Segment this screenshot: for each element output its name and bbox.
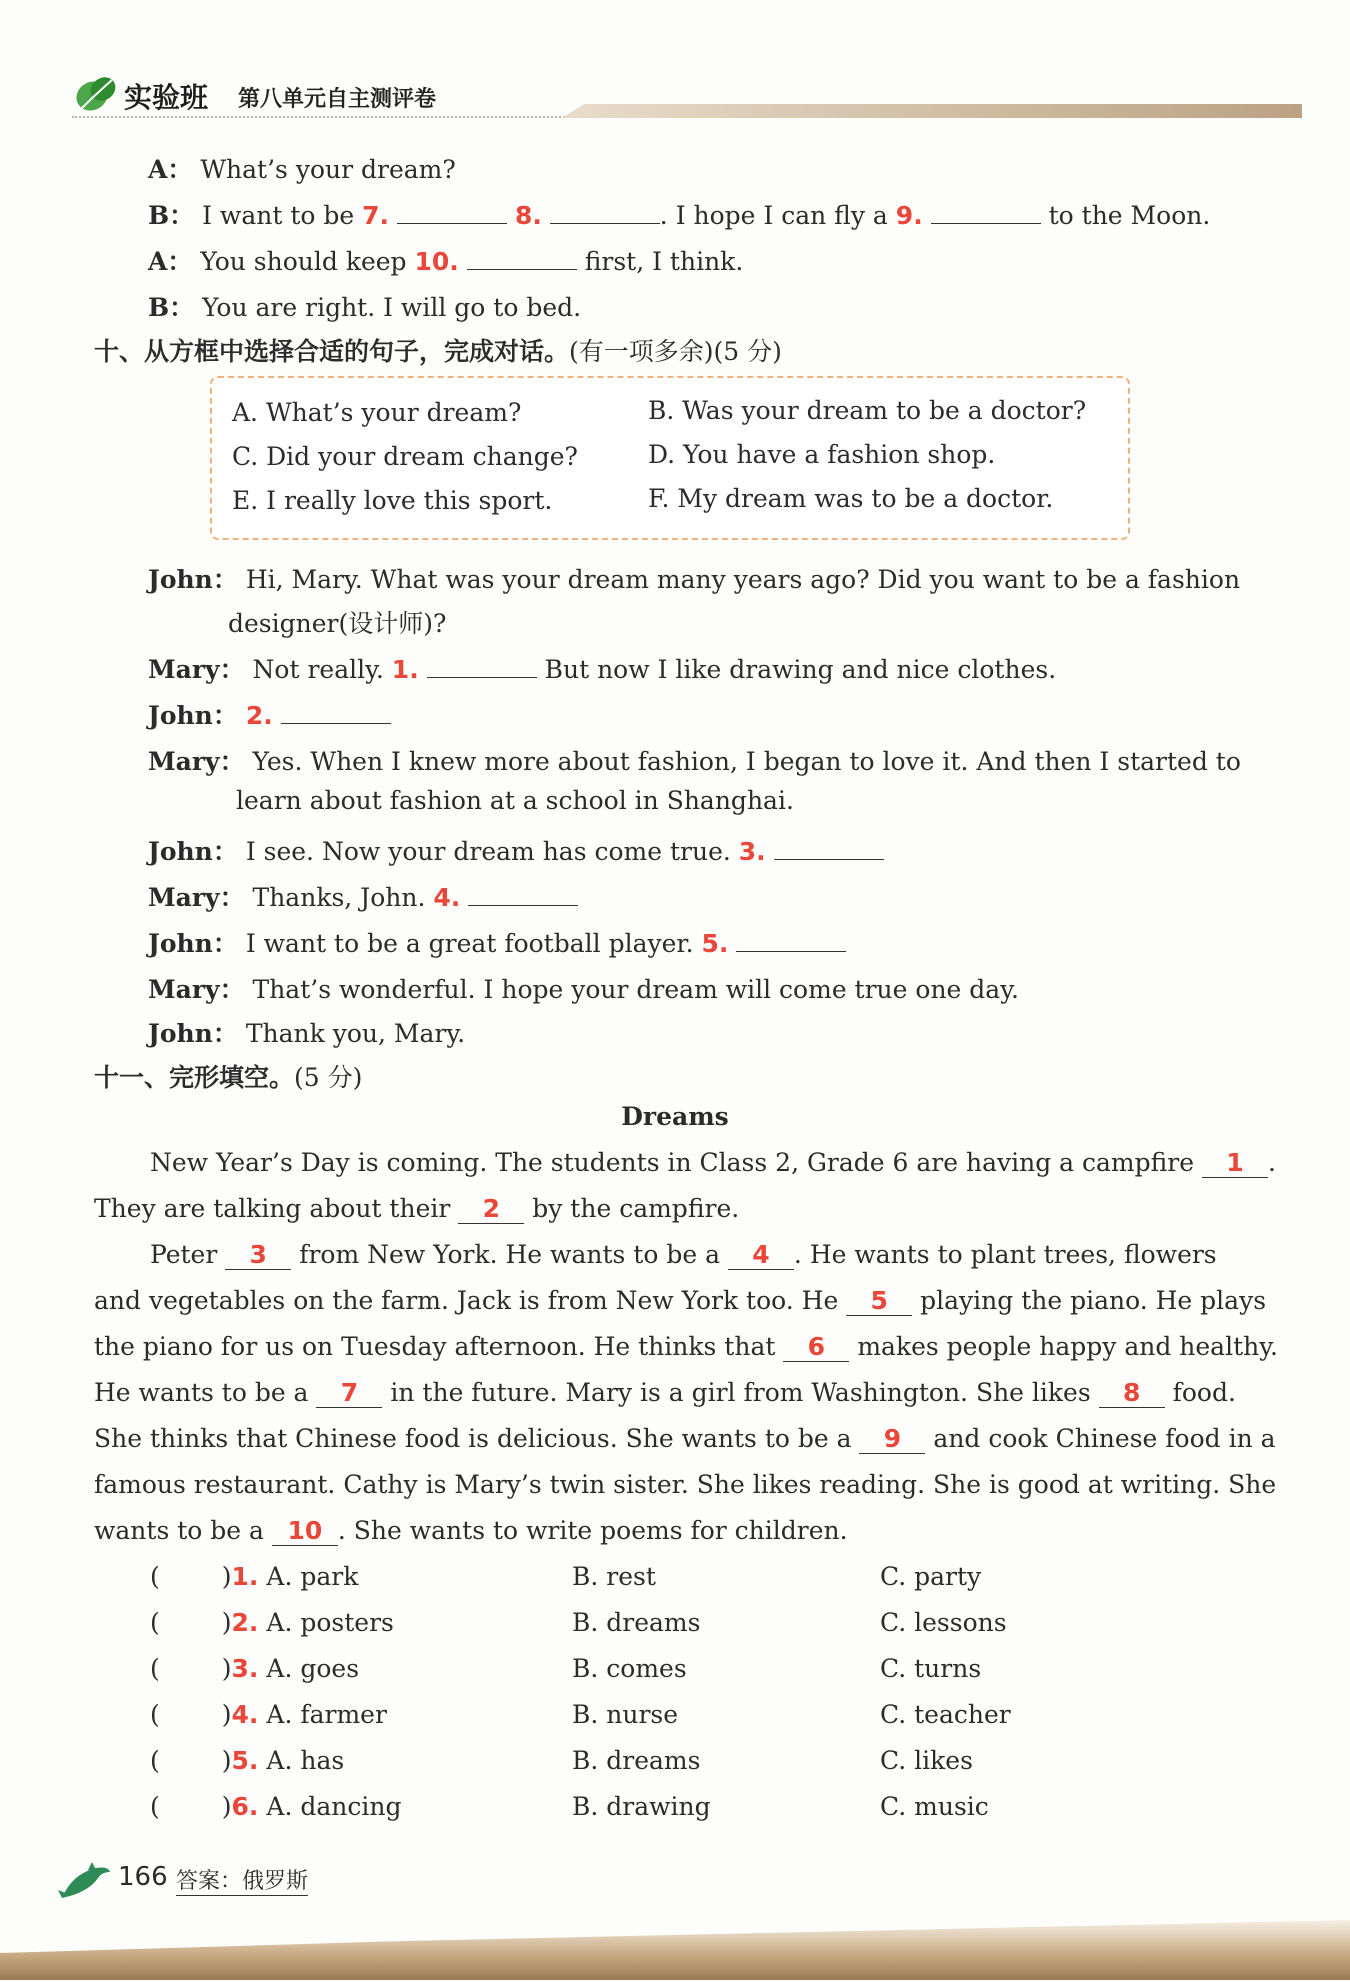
speaker-label: Mary：: [148, 747, 245, 776]
cloze-blank[interactable]: 6: [783, 1332, 849, 1362]
cloze-blank[interactable]: 5: [846, 1286, 912, 1316]
speaker-label: A：: [148, 247, 193, 276]
story-text: makes people happy and healthy.: [857, 1332, 1278, 1361]
story-text: wants to be a: [94, 1516, 264, 1545]
speaker-label: John：: [148, 701, 238, 730]
dialogue-line: learn about fashion at a school in Shanghai.: [236, 786, 794, 815]
option-b: B. drawing: [572, 1792, 711, 1821]
story-line: [94, 1194, 739, 1224]
section-title: 十、从方框中选择合适的句子，完成对话。: [94, 337, 570, 366]
dialogue-text: Not really.: [252, 655, 384, 684]
speaker-label: Mary：: [148, 975, 245, 1004]
dialogue-text: Yes. When I knew more about fashion, I began to love it. And then I started to: [252, 747, 1241, 776]
speaker-label: Mary：: [148, 883, 245, 912]
unit-title: 第八单元自主测评卷: [238, 87, 437, 112]
story-line: [94, 1378, 1236, 1408]
blank-number: 1.: [391, 655, 419, 684]
cloze-blank[interactable]: 3: [225, 1240, 291, 1270]
dialogue-line: [148, 196, 1210, 232]
option-a: A. posters: [266, 1608, 394, 1637]
option-c: C. turns: [880, 1654, 982, 1683]
answer-blank[interactable]: [736, 931, 846, 952]
option-c: C. teacher: [880, 1700, 1011, 1729]
story-text: She thinks that Chinese food is delicious. She wants to be a: [94, 1424, 852, 1453]
story-text: in the future. Mary is a girl from Washington. She likes: [390, 1378, 1091, 1407]
dialogue-text: You are right. I will go to bed.: [202, 293, 582, 322]
option-b: B. rest: [572, 1562, 656, 1591]
answer-blank[interactable]: [427, 657, 537, 678]
dialogue-line: [148, 878, 578, 914]
cloze-blank[interactable]: 4: [728, 1240, 794, 1270]
dialogue-text: But now I like drawing and nice clothes.: [544, 655, 1057, 684]
story-text: playing the piano. He plays: [920, 1286, 1267, 1315]
option-a: A. goes: [266, 1654, 360, 1683]
speaker-label: John：: [148, 929, 238, 958]
speaker-label: John：: [148, 837, 238, 866]
option-a: A. has: [266, 1746, 345, 1775]
option-a: A. park: [266, 1562, 359, 1591]
dialogue-text: Hi, Mary. What was your dream many years ago? Did you want to be a fashion: [245, 565, 1241, 594]
answer-blank[interactable]: [468, 885, 578, 906]
dialogue-line: [148, 696, 391, 732]
option-b: B. comes: [572, 1654, 687, 1683]
blank-number: 10.: [414, 247, 459, 276]
leaf-logo-icon: [72, 70, 120, 114]
question-number: 5.: [231, 1746, 259, 1775]
choice-row: ( )4. A. farmer: [150, 1700, 387, 1729]
dialogue-line: [148, 560, 1240, 596]
story-text: . She wants to write poems for children.: [337, 1516, 848, 1545]
option-item: A. What’s your dream?: [232, 398, 522, 427]
dialogue-line: [148, 832, 884, 868]
blank-number: 2.: [245, 701, 273, 730]
dialogue-text: I see. Now your dream has come true.: [245, 837, 731, 866]
cloze-blank[interactable]: 1: [1202, 1148, 1268, 1178]
dialogue-line: [148, 650, 1056, 686]
dialogue-text: You should keep: [200, 247, 407, 276]
answer-blank[interactable]: [467, 249, 577, 270]
choice-row: ( )3. A. goes: [150, 1654, 360, 1683]
option-c: C. music: [880, 1792, 989, 1821]
choice-row: ( )5. A. has: [150, 1746, 345, 1775]
options-box: [210, 376, 1130, 540]
cloze-blank[interactable]: 9: [859, 1424, 925, 1454]
dialogue-text: I want to be a great football player.: [245, 929, 694, 958]
option-item: C. Did your dream change?: [232, 442, 578, 471]
cloze-blank[interactable]: 7: [316, 1378, 382, 1408]
speaker-label: Mary：: [148, 655, 245, 684]
question-number: 4.: [231, 1700, 259, 1729]
speaker-label: A：: [148, 155, 193, 184]
dialogue-line: [148, 742, 1241, 778]
blank-number: 3.: [738, 837, 766, 866]
blank-number: 9.: [895, 201, 923, 230]
option-b: B. dreams: [572, 1608, 701, 1637]
blank-number: 8.: [514, 201, 542, 230]
dialogue-line: [148, 924, 846, 960]
blank-number: 7.: [362, 201, 390, 230]
dialogue-text: That’s wonderful. I hope your dream will come true one day.: [252, 975, 1019, 1004]
story-line: [94, 1516, 848, 1546]
story-text: from New York. He wants to be a: [299, 1240, 720, 1269]
dialogue-line: designer(设计师)?: [228, 609, 447, 638]
dialogue-text: to the Moon.: [1048, 201, 1211, 230]
story-text: the piano for us on Tuesday afternoon. He thinks that: [94, 1332, 776, 1361]
speaker-label: B：: [148, 201, 195, 230]
dialogue-text: Thanks, John.: [252, 883, 426, 912]
section-title: 十一、完形填空。: [94, 1063, 295, 1092]
dialogue-text: Thank you, Mary.: [245, 1019, 466, 1048]
story-line: [94, 1332, 1278, 1362]
question-number: 1.: [231, 1562, 259, 1591]
story-text: food.: [1172, 1378, 1236, 1407]
header-rule: [72, 116, 572, 118]
option-b: B. nurse: [572, 1700, 679, 1729]
story-line: [94, 1286, 1266, 1316]
option-a: A. farmer: [266, 1700, 387, 1729]
dialogue-text: first, I think.: [584, 247, 744, 276]
speaker-label: B：: [148, 293, 195, 322]
answer-blank[interactable]: [931, 203, 1041, 224]
section-heading: [94, 1058, 362, 1094]
cloze-blank[interactable]: 8: [1099, 1378, 1165, 1408]
brand-title: 实验班: [124, 81, 209, 114]
dialogue-text: I want to be: [202, 201, 355, 230]
answer-key: 答案：俄罗斯: [176, 1864, 308, 1896]
story-text: New Year’s Day is coming. The students in Class 2, Grade 6 are having a campfire: [150, 1148, 1195, 1177]
page-number: 166: [118, 1862, 168, 1892]
option-item: D. You have a fashion shop.: [648, 440, 996, 469]
dialogue-line: [148, 1014, 465, 1050]
page-header: [72, 68, 1302, 124]
choice-row: ( )1. A. park: [150, 1562, 359, 1591]
header-band: [562, 104, 1302, 118]
dialogue-line: [148, 242, 743, 278]
answer-blank[interactable]: [774, 839, 884, 860]
choice-row: ( )2. A. posters: [150, 1608, 394, 1637]
option-c: C. likes: [880, 1746, 973, 1775]
cloze-blank[interactable]: 2: [458, 1194, 524, 1224]
dolphin-icon: [58, 1860, 112, 1904]
dialogue-line: [148, 288, 581, 324]
story-text: . He wants to plant trees, flowers: [793, 1240, 1217, 1269]
story-text: and vegetables on the farm. Jack is from New York too. He: [94, 1286, 839, 1315]
footer-band: [0, 1920, 1350, 1980]
option-item: E. I really love this sport.: [232, 486, 553, 515]
dialogue-line: [148, 150, 456, 186]
question-number: 6.: [231, 1792, 259, 1821]
choice-row: ( )6. A. dancing: [150, 1792, 402, 1821]
dialogue-text: . I hope I can fly a: [659, 201, 888, 230]
story-text: They are talking about their: [94, 1194, 451, 1223]
story-text: and cook Chinese food in a: [933, 1424, 1276, 1453]
blank-number: 5.: [701, 929, 729, 958]
question-number: 2.: [231, 1608, 259, 1637]
option-item: B. Was your dream to be a doctor?: [648, 396, 1087, 425]
story-text: He wants to be a: [94, 1378, 309, 1407]
option-b: B. dreams: [572, 1746, 701, 1775]
question-number: 3.: [231, 1654, 259, 1683]
dialogue-line: [148, 970, 1019, 1006]
story-text: Peter: [150, 1240, 218, 1269]
cloze-blank[interactable]: 10: [272, 1516, 338, 1546]
section-note: (5 分): [294, 1063, 363, 1092]
option-c: C. lessons: [880, 1608, 1007, 1637]
story-text: by the campfire.: [532, 1194, 740, 1223]
speaker-label: John：: [148, 1019, 238, 1048]
story-line: New Year’s Day is coming. The students in Class 2, Grade 6 are having a campfire 1 .: [150, 1148, 1276, 1177]
section-note: (有一项多余)(5 分): [569, 337, 782, 366]
story-line: famous restaurant. Cathy is Mary’s twin sister. She likes reading. She is good at writing. She: [94, 1470, 1277, 1499]
option-item: F. My dream was to be a doctor.: [648, 484, 1054, 513]
option-a: A. dancing: [266, 1792, 402, 1821]
answer-blank[interactable]: [397, 203, 507, 224]
answer-blank[interactable]: [281, 703, 391, 724]
story-title: Dreams: [621, 1102, 729, 1131]
story-line: [94, 1424, 1276, 1454]
section-heading: [94, 332, 782, 368]
answer-blank[interactable]: [550, 203, 660, 224]
option-c: C. party: [880, 1562, 982, 1591]
page-footer: [0, 1840, 1350, 1982]
dialogue-text: What’s your dream?: [200, 155, 456, 184]
story-line: [150, 1240, 1217, 1270]
blank-number: 4.: [433, 883, 461, 912]
speaker-label: John：: [148, 565, 238, 594]
